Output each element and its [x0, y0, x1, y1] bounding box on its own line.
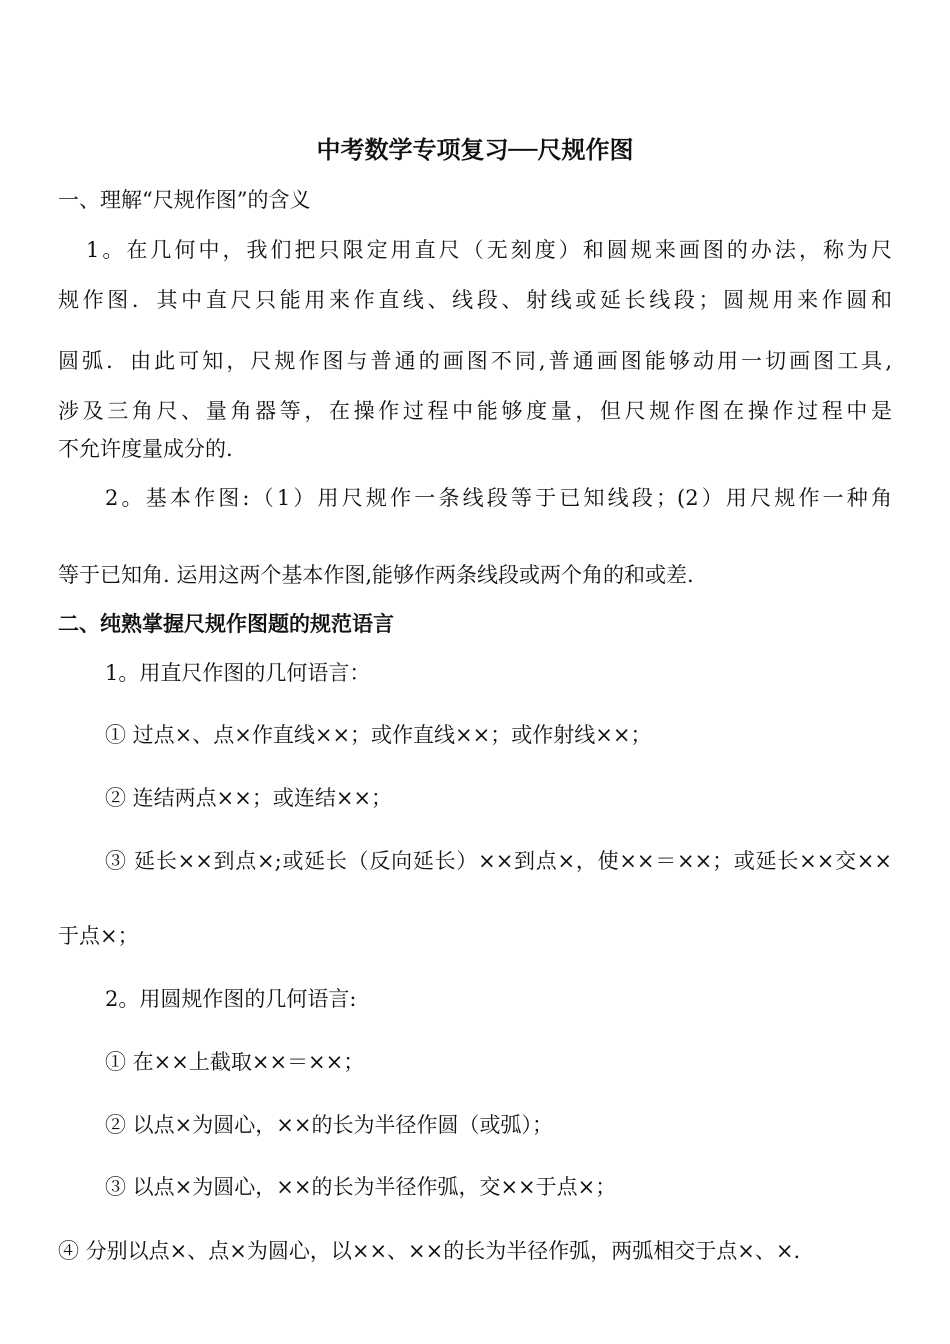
ruler-item-2: ② 连结两点××；或连结××；	[105, 786, 393, 810]
compass-item-1: ① 在××上截取××＝××；	[105, 1050, 365, 1074]
paragraph1-line3: 圆弧．由此可知，尺规作图与普通的画图不同,普通画图能够动用一切画图工具,	[58, 349, 892, 373]
compass-item-3: ③ 以点×为圆心，××的长为半径作弧，交××于点×；	[105, 1175, 617, 1199]
paragraph1-line4: 涉及三角尺、量角器等，在操作过程中能够度量，但尺规作图在操作过程中是	[58, 399, 892, 423]
ruler-item-3-line1: ③ 延长××到点×;或延长（反向延长）××到点×，使××＝××；或延长××交××	[105, 849, 892, 873]
compass-language-heading: 2。用圆规作图的几何语言:	[105, 987, 357, 1011]
ruler-language-heading: 1。用直尺作图的几何语言：	[105, 661, 371, 685]
compass-item-4: ④ 分别以点×、点×为圆心，以××、××的长为半径作弧，两弧相交于点×、×.	[58, 1239, 801, 1263]
paragraph1-line5: 不允许度量成分的.	[58, 437, 233, 461]
compass-item-2: ② 以点×为圆心，××的长为半径作圆（或弧）；	[105, 1113, 553, 1137]
section2-heading: 二、纯熟掌握尺规作图题的规范语言	[58, 611, 394, 636]
section1-heading: 一、理解“尺规作图”的含义	[58, 188, 311, 212]
paragraph1-line1: 1。在几何中，我们把只限定用直尺（无刻度）和圆规来画图的办法，称为尺	[86, 238, 892, 262]
page-title: 中考数学专项复习──尺规作图	[316, 135, 634, 164]
paragraph2-line2: 等于已知角. 运用这两个基本作图,能够作两条线段或两个角的和或差.	[58, 563, 694, 587]
ruler-item-3-line2: 于点×；	[58, 924, 139, 948]
ruler-item-1: ① 过点×、点×作直线××；或作直线××；或作射线××；	[105, 723, 652, 747]
paragraph2-line1: 2。基本作图:（1）用尺规作一条线段等于已知线段；(2）用尺规作一种角	[105, 486, 892, 510]
paragraph1-line2: 规作图．其中直尺只能用来作直线、线段、射线或延长线段；圆规用来作圆和	[58, 288, 892, 312]
